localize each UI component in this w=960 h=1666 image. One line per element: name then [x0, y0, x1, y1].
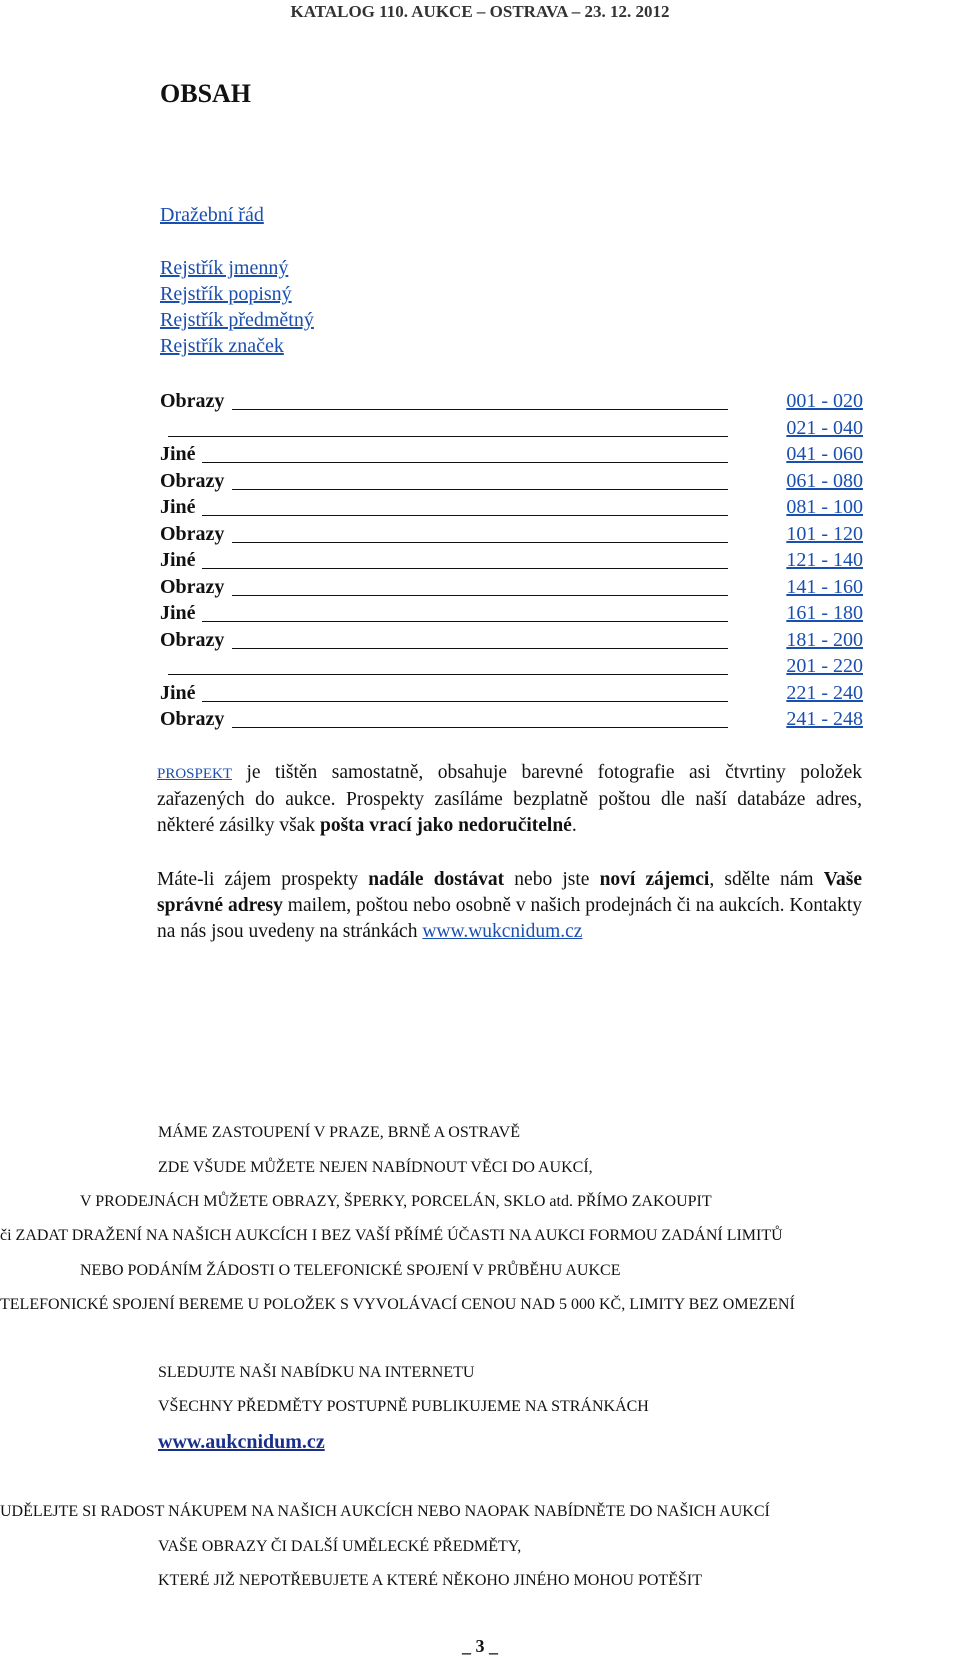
- internet-line: SLEDUJTE NAŠI NABÍDKU NA INTERNETU: [158, 1364, 475, 1381]
- notice-line: NEBO PODÁNÍM ŽÁDOSTI O TELEFONICKÉ SPOJENÍ V PRŮBĚHU AUKCE: [80, 1262, 621, 1279]
- internet-line: VŠECHNY PŘEDMĚTY POSTUPNĚ PUBLIKUJEME NA STRÁNKÁCH: [158, 1398, 649, 1415]
- page-title: OBSAH: [160, 79, 252, 108]
- link-rejstrik-predmetny[interactable]: Rejstřík předmětný: [160, 309, 314, 331]
- link-drazebni-rad[interactable]: Dražební řád: [160, 204, 264, 226]
- prospekt-paragraph: PROSPEKT je tištěn samostatně, obsahuje barevné fotografie asi čtvrtiny položek zařazených do aukce. Prospekty zasíláme bezplatně poštou dle naší databáze adres, některé zásilky však pošta vrací jako nedoručitelné.: [157, 762, 862, 836]
- notice-line: či ZADAT DRAŽENÍ NA NAŠICH AUKCÍCH I BEZ VAŠÍ PŘÍMÉ ÚČASTI NA AUKCI FORMOU ZADÁNÍ LIMITŮ: [0, 1227, 783, 1244]
- closing-line: VAŠE OBRAZY ČI DALŠÍ UMĚLECKÉ PŘEDMĚTY,: [158, 1538, 522, 1555]
- toc-row[interactable]: Jiné 041 - 060: [160, 443, 863, 465]
- link-rejstrik-popisny[interactable]: Rejstřík popisný: [160, 283, 292, 305]
- interest-paragraph: Máte-li zájem prospekty nadále dostávat nebo jste noví zájemci, sdělte nám Vaše správné adresy mailem, poštou nebo osobně v našich prodejnách či na aukcích. Kontakty na nás jsou uvedeny na stránkách www.wukcnidum.cz: [157, 869, 863, 942]
- link-rejstrik-znacek[interactable]: Rejstřík značek: [160, 335, 284, 357]
- catalog-header: KATALOG 110. AUKCE – OSTRAVA – 23. 12. 2012: [290, 2, 670, 21]
- toc-row[interactable]: Obrazy 101 - 120: [160, 522, 863, 545]
- notice-line: MÁME ZASTOUPENÍ V PRAZE, BRNĚ A OSTRAVĚ: [158, 1124, 520, 1141]
- aukcnidum-link[interactable]: www.aukcnidum.cz: [158, 1431, 325, 1453]
- toc-row[interactable]: Jiné 221 - 240: [160, 681, 863, 704]
- prospekt-link[interactable]: PROSPEKT: [157, 766, 233, 782]
- notice-line: V PRODEJNÁCH MŮŽETE OBRAZY, ŠPERKY, PORCELÁN, SKLO atd. PŘÍMO ZAKOUPIT: [80, 1193, 712, 1210]
- closing-line: KTERÉ JIŽ NEPOTŘEBUJETE A KTERÉ NĚKOHO JINÉHO MOHOU POTĚŠIT: [158, 1572, 702, 1589]
- toc-row[interactable]: Jiné 121 - 140: [160, 549, 863, 571]
- wukcnidum-link[interactable]: www.wukcnidum.cz: [422, 921, 583, 942]
- notice-line: ZDE VŠUDE MŮŽETE NEJEN NABÍDNOUT VĚCI DO AUKCÍ,: [158, 1159, 593, 1176]
- toc-row[interactable]: Obrazy 241 - 248: [160, 708, 863, 730]
- toc-row[interactable]: Jiné 161 - 180: [160, 602, 863, 624]
- closing-line: UDĚLEJTE SI RADOST NÁKUPEM NA NAŠICH AUKCÍCH NEBO NAOPAK NABÍDNĚTE DO NAŠICH AUKCÍ: [0, 1503, 770, 1520]
- toc-row[interactable]: Jiné 081 - 100: [160, 496, 863, 518]
- toc-row[interactable]: 021 - 040: [160, 417, 863, 443]
- link-rejstrik-jmenny[interactable]: Rejstřík jmenný: [160, 257, 289, 279]
- toc-row[interactable]: Obrazy 061 - 080: [160, 469, 863, 492]
- notice-line: TELEFONICKÉ SPOJENÍ BEREME U POLOŽEK S VYVOLÁVACÍ CENOU NAD 5 000 KČ, LIMITY BEZ OMEZENÍ: [0, 1296, 795, 1313]
- page-number: _ 3 _: [462, 1636, 498, 1656]
- toc-row[interactable]: Obrazy 001 - 020: [160, 390, 863, 412]
- toc-row[interactable]: 201 - 220: [160, 655, 863, 681]
- toc-row[interactable]: Obrazy 181 - 200: [160, 628, 863, 651]
- toc-row[interactable]: Obrazy 141 - 160: [160, 575, 863, 598]
